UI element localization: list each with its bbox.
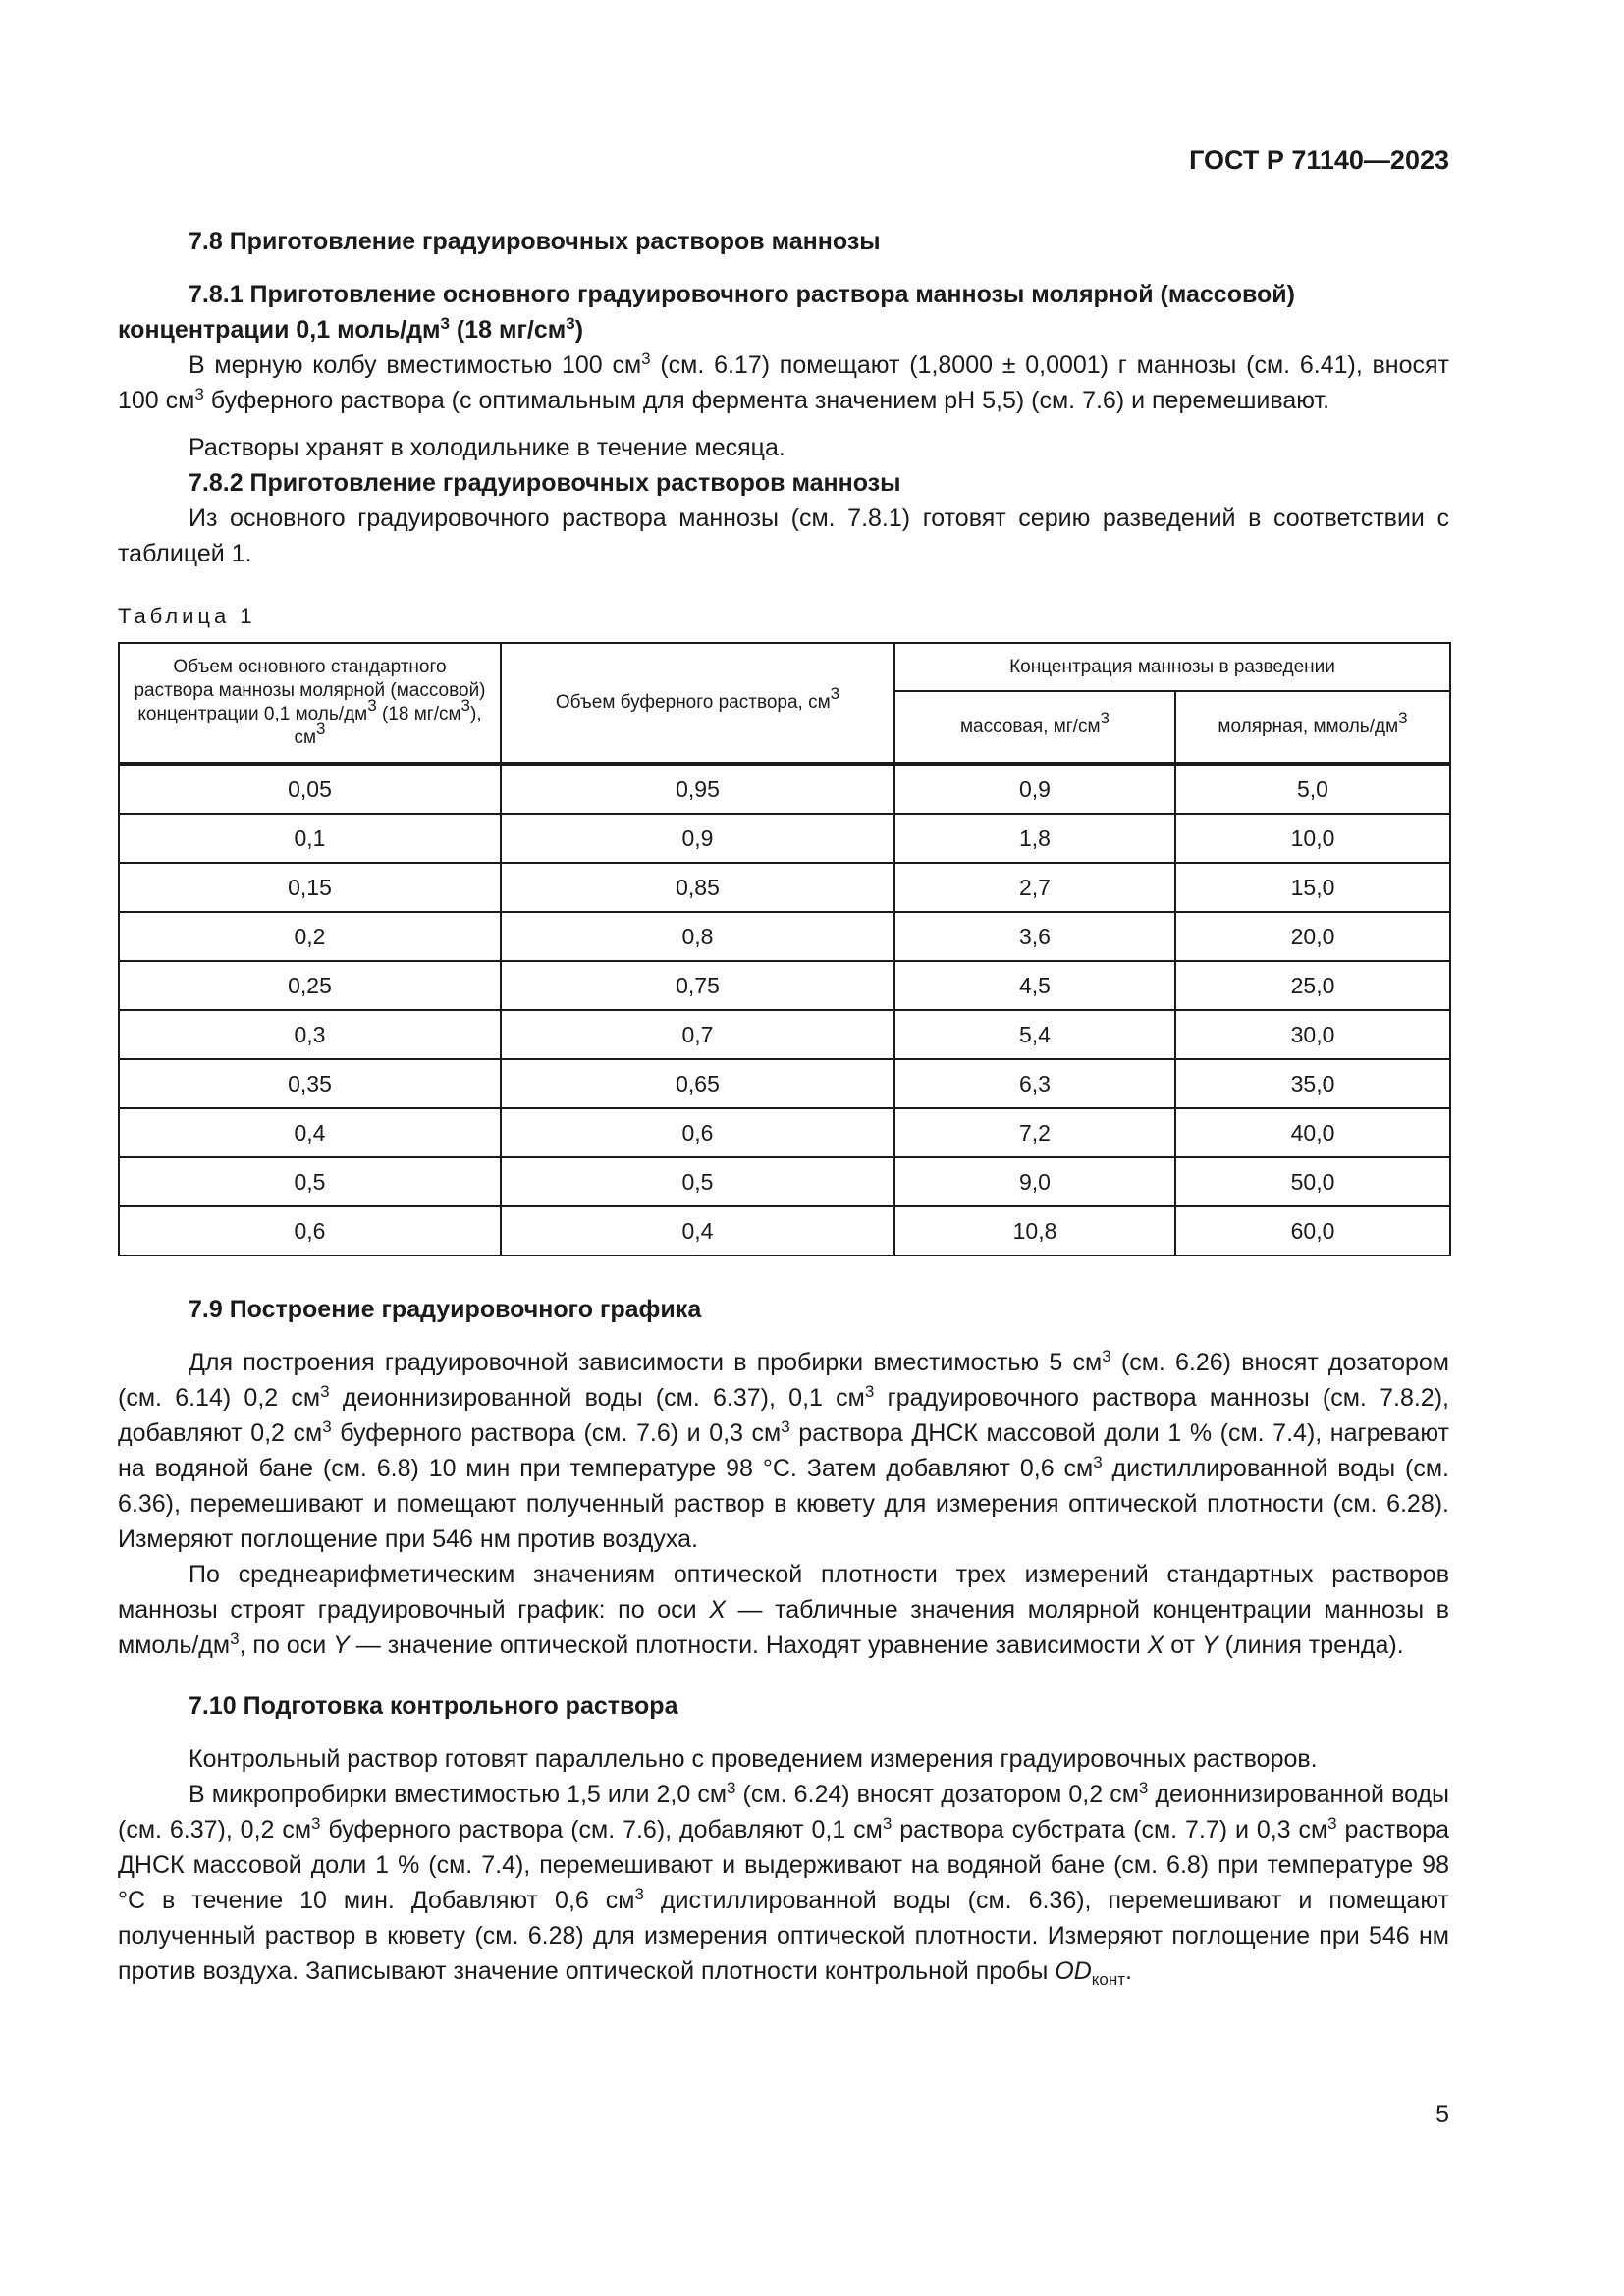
section-7-8-1-paragraph-1: В мерную колбу вместимостью 100 $см^3$ (см. 6.17) помещают (1,8000 ± 0,0001) г маннозы (см. 6.41), вносят 100 $см^3$ буферного раствора (с оптимальным для фермента значением pH 5,5) (см. 7.6) и перемешивают. (118, 349, 1450, 414)
table-cell: 0,9 (894, 764, 1175, 814)
table-cell: 40,0 (1175, 1108, 1450, 1157)
table-cell: 0,1 (119, 814, 501, 863)
header-molar-concentration: молярная, ммоль/$дм^3$ (1175, 691, 1450, 764)
table-cell: 0,3 (119, 1010, 501, 1059)
table-cell: 10,8 (894, 1206, 1175, 1255)
table-cell: 5,4 (894, 1010, 1175, 1059)
table-cell: 0,6 (119, 1206, 501, 1255)
table-cell: 35,0 (1175, 1059, 1450, 1108)
table-caption: Таблица 1 (118, 604, 256, 628)
table-cell: 0,95 (501, 764, 894, 814)
section-7-8-1-heading: 7.8.1 Приготовление основного градуировочного раствора маннозы молярной (массовой) концентрации 0,1 моль/$дм^3$ (18 $мг/см^3$) (118, 281, 1295, 344)
table-cell: 0,35 (119, 1059, 501, 1108)
table-cell: 2,7 (894, 863, 1175, 912)
table-cell: 0,25 (119, 961, 501, 1010)
table-cell: 60,0 (1175, 1206, 1450, 1255)
table-row (119, 961, 1450, 1010)
section-7-10-heading: 7.10 Подготовка контрольного раствора (189, 1692, 678, 1720)
table-cell: 20,0 (1175, 912, 1450, 961)
table-cell: 0,4 (501, 1206, 894, 1255)
table-cell: 0,15 (119, 863, 501, 912)
table-row (119, 1108, 1450, 1157)
table-cell: 0,05 (119, 764, 501, 814)
table-cell: 50,0 (1175, 1157, 1450, 1206)
table-cell: 0,9 (501, 814, 894, 863)
table-cell: 7,2 (894, 1108, 1175, 1157)
table-row (119, 814, 1450, 863)
table-cell: 0,85 (501, 863, 894, 912)
table-cell: 15,0 (1175, 863, 1450, 912)
table-cell: 6,3 (894, 1059, 1175, 1108)
section-7-8-2-paragraph-1: Из основного градуировочного раствора маннозы (см. 7.8.1) готовят серию разведений в соответствии с таблицей 1. (118, 505, 1449, 567)
table-cell: 0,75 (501, 961, 894, 1010)
section-7-8-2-heading: 7.8.2 Приготовление градуировочных растворов маннозы (189, 469, 901, 497)
table-row (119, 912, 1450, 961)
table-cell: 10,0 (1175, 814, 1450, 863)
table-cell: 0,7 (501, 1010, 894, 1059)
table-row (119, 863, 1450, 912)
table-cell: 0,65 (501, 1059, 894, 1108)
section-7-10-paragraph-2: В микропробирки вместимостью 1,5 или 2,0 $см^3$ (см. 6.24) вносят дозатором 0,2 $см^3$ деионнизированной воды (см. 6.37), 0,2 $см^3$ буферного раствора (см. 7.6), добавляют 0,1 $см^3$ раствора субстрата (см. 7.7) и 0,3 $см^3$ раствора ДНСК массовой доли 1 % (см. 7.4), перемешивают и выдерживают на водяной бане (см. 6.8) при температуре 98 °С в течение 10 мин. Добавляют 0,6 $см^3$ дистиллированной воды (см. 6.36), перемешивают и помещают полученный раствор в кювету (см. 6.28) для измерения оптической плотности. Измеряют поглощение при 546 нм против воздуха. Записывают значение оптической плотности контрольной пробы $OD_{конт}$. (118, 1779, 1449, 1989)
page-number: 5 (1435, 2101, 1449, 2128)
table-cell: 0,8 (501, 912, 894, 961)
section-7-8-1-paragraph-2: Растворы хранят в холодильнике в течение месяца. (189, 434, 785, 461)
header-buffer-volume: Объем буферного раствора, $см^3$ (501, 643, 894, 764)
table-cell: 30,0 (1175, 1010, 1450, 1059)
table-cell: 3,6 (894, 912, 1175, 961)
table-cell: 1,8 (894, 814, 1175, 863)
header-stock-volume: Объем основного стандартного раствора маннозы молярной (массовой) концентрации 0,1 моль/$дм^3$ (18 $мг/см^3$), $см^3$ (119, 643, 501, 764)
table-row (119, 1010, 1450, 1059)
table-cell: 5,0 (1175, 764, 1450, 814)
table-row (119, 1059, 1450, 1108)
table-cell: 0,5 (501, 1157, 894, 1206)
section-7-9-heading: 7.9 Построение градуировочного графика (189, 1296, 702, 1323)
dilution-table (118, 642, 1451, 1256)
table-cell: 9,0 (894, 1157, 1175, 1206)
table-cell: 0,6 (501, 1108, 894, 1157)
section-7-8-heading: 7.8 Приготовление градуировочных растворов маннозы (189, 228, 881, 255)
header-concentration: Концентрация маннозы в разведении (894, 643, 1450, 691)
table-cell: 4,5 (894, 961, 1175, 1010)
table-cell: 0,2 (119, 912, 501, 961)
table-row (119, 1206, 1450, 1255)
header-mass-concentration: массовая, $мг/см^3$ (894, 691, 1175, 764)
section-7-9-paragraph-2: По среднеарифметическим значениям оптической плотности трех измерений стандартных растворов маннозы строят градуировочный график: по оси X — табличные значения молярной концентрации маннозы в ммоль/$дм^3$, по оси Y — значение оптической плотности. Находят уравнение зависимости X от Y (линия тренда). (118, 1561, 1449, 1659)
table-cell: 0,4 (119, 1108, 501, 1157)
table-row (119, 764, 1450, 814)
table-cell: 25,0 (1175, 961, 1450, 1010)
table-cell: 0,5 (119, 1157, 501, 1206)
table-row (119, 1157, 1450, 1206)
section-7-9-paragraph-1: Для построения градуировочной зависимости в пробирки вместимостью 5 $см^3$ (см. 6.26) вносят дозатором (см. 6.14) 0,2 $см^3$ деионнизированной воды (см. 6.37), 0,1 $см^3$ градуировочного раствора маннозы (см. 7.8.2), добавляют 0,2 $см^3$ буферного раствора (см. 7.6) и 0,3 $см^3$ раствора ДНСК массовой доли 1 % (см. 7.4), нагревают на водяной бане (см. 6.8) 10 мин при температуре 98 °С. Затем добавляют 0,6 $см^3$ дистиллированной воды (см. 6.36), перемешивают и помещают полученный раствор в кювету для измерения оптической плотности (см. 6.28). Измеряют поглощение при 546 нм против воздуха. (118, 1347, 1449, 1553)
document-code: ГОСТ Р 71140—2023 (1189, 145, 1449, 175)
section-7-10-paragraph-1: Контрольный раствор готовят параллельно с проведением измерения градуировочных растворов. (189, 1745, 1318, 1773)
page-content (118, 224, 1449, 1989)
